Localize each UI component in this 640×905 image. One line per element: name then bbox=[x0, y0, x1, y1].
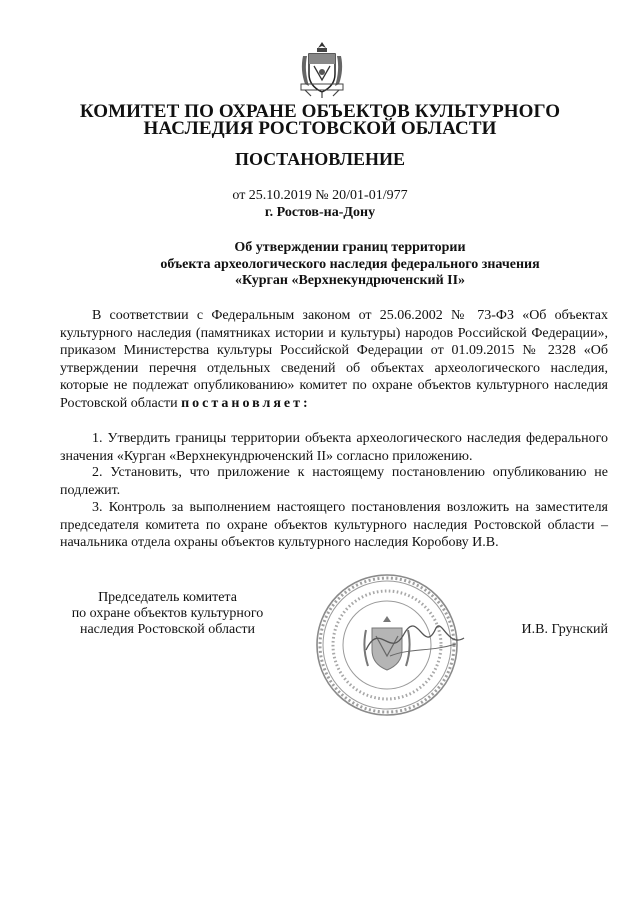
decree-item-1: 1. Утвердить границы территории объекта археологического наследия федерального значения «Курган «Верхнекундрюченский II» согласно приложению. bbox=[60, 431, 608, 464]
document-date-number: от 25.10.2019 № 20/01-01/977 bbox=[232, 188, 408, 203]
document-type-title: ПОСТАНОВЛЕНИЕ bbox=[234, 149, 406, 169]
document-subject bbox=[100, 240, 600, 290]
subject-line2: объекта археологического наследия федерального значения bbox=[160, 256, 540, 272]
signatory-position-line2: по охране объектов культурного bbox=[71, 606, 264, 621]
decree-word: постановляет: bbox=[181, 395, 311, 411]
subject-line1: Об утверждении границ территории bbox=[234, 240, 466, 255]
preamble-text: В соответствии с Федеральным законом от 25.06.2002 № 73-ФЗ «Об объектах культурного наследия (памятниках истории и культуры) народов Российской Федерации», приказом Министерства культуры Российской Федерации от 01.09.2015 № 2328 «Об утверждении перечня отдельных сведений об объектах археологического наследия, которые не подлежат опубликованию» комитет по охране объектов культурного наследия Ростовской области bbox=[60, 308, 608, 411]
preamble-paragraph bbox=[60, 307, 608, 412]
signatory-position-line1: Председатель комитета bbox=[98, 590, 237, 605]
coat-of-arms-emblem bbox=[297, 40, 347, 100]
signatory-position-line3: наследия Ростовской области bbox=[79, 622, 256, 637]
signatory-name: И.В. Грунский bbox=[521, 622, 608, 637]
organization-name-line2: НАСЛЕДИЯ РОСТОВСКОЙ ОБЛАСТИ bbox=[143, 118, 497, 139]
document-city: г. Ростов-на-Дону bbox=[264, 205, 376, 220]
handwritten-signature bbox=[360, 608, 470, 668]
decree-item-3: 3. Контроль за выполнением настоящего постановления возложить на заместителя председателя комитета по охране объектов культурного наследия Ростовской области – начальника отдела охраны объектов культурного наследия Коробову И.В. bbox=[60, 500, 608, 550]
subject-line3: «Курган «Верхнекундрюченский II» bbox=[234, 273, 466, 288]
decree-item-2: 2. Установить, что приложение к настоящему постановлению опубликованию не подлежит. bbox=[60, 465, 608, 498]
signatory-position bbox=[55, 590, 280, 638]
organization-name-line1: КОМИТЕТ ПО ОХРАНЕ ОБЪЕКТОВ КУЛЬТУРНОГО bbox=[79, 101, 561, 122]
